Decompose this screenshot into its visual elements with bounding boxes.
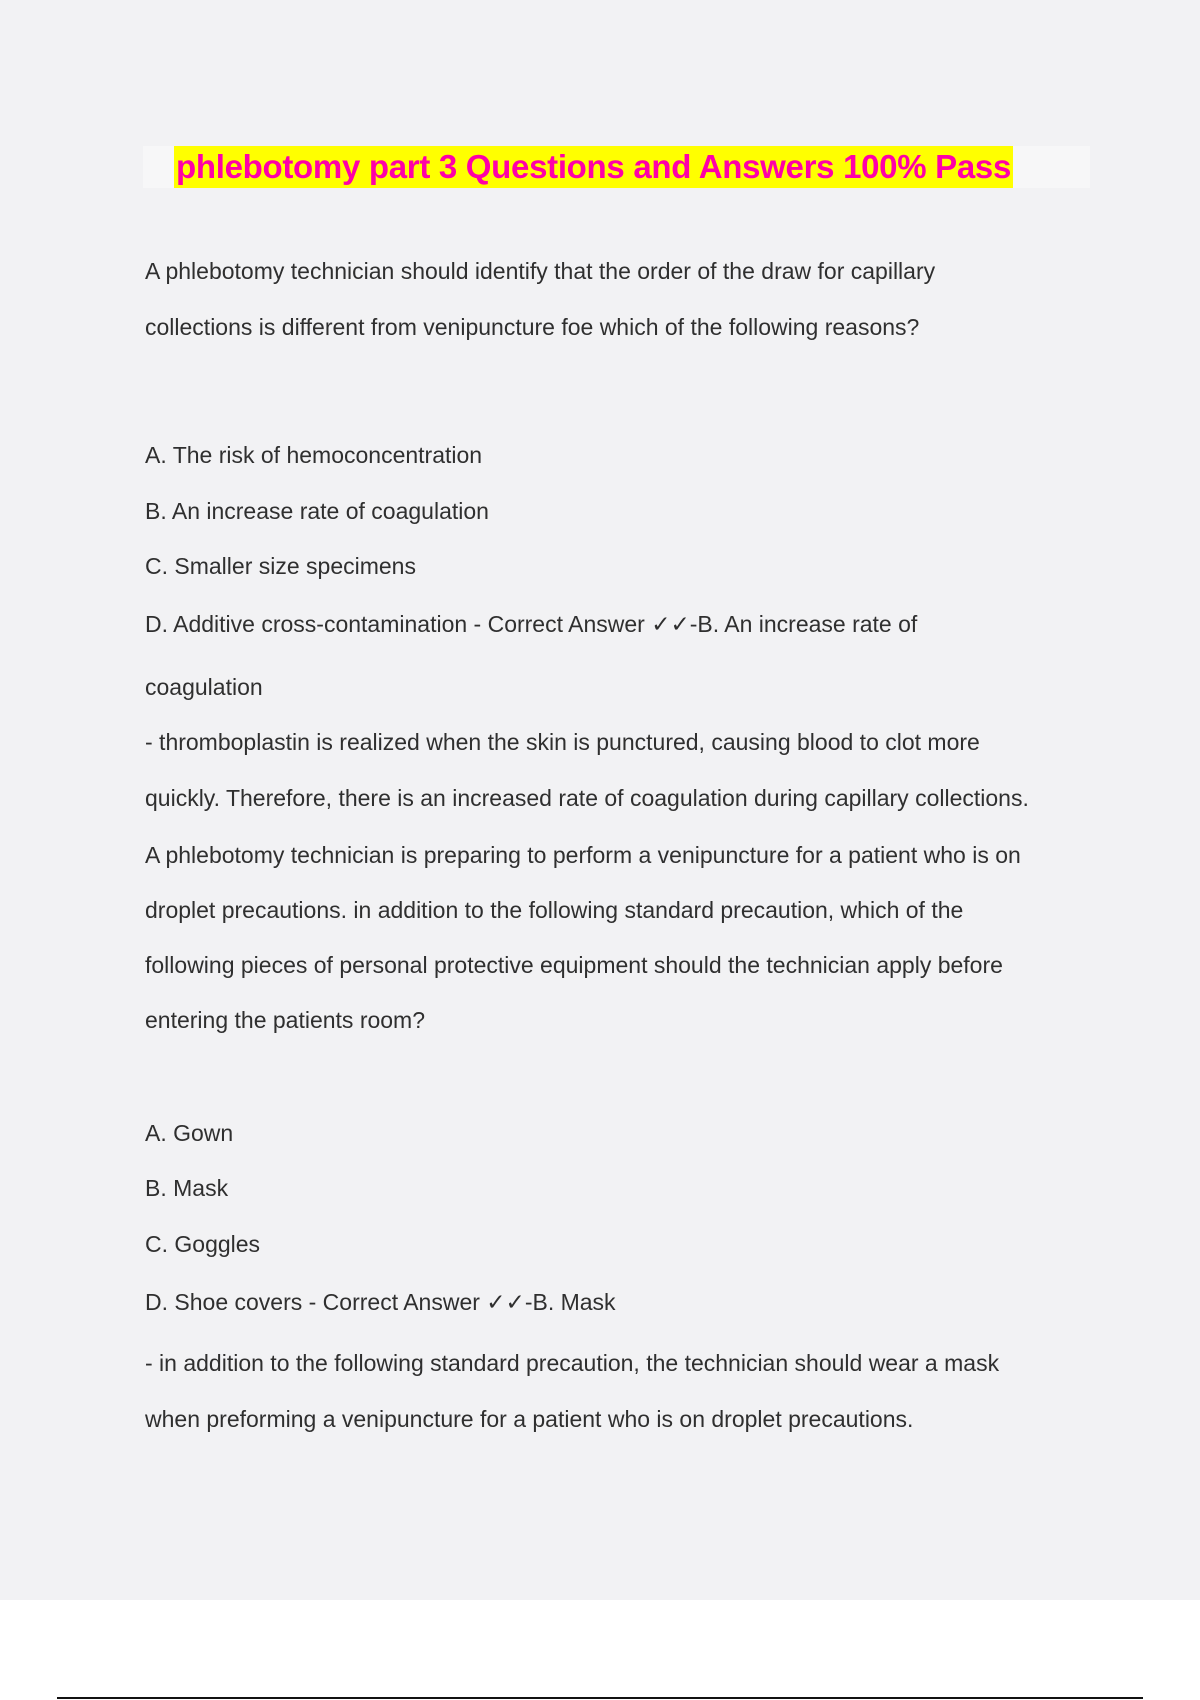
question-1-option-a: A. The risk of hemoconcentration [145,442,483,468]
question-1-line-1: A phlebotomy technician should identify that the order of the draw for capillary [145,258,936,284]
footer-rule [57,1697,1143,1699]
question-2-option-d-answer: D. Shoe covers - Correct Answer ✓✓-B. Mask [145,1289,616,1315]
question-1-answer-cont: coagulation [145,674,263,700]
question-2-line-4: entering the patients room? [145,1007,426,1033]
question-1-option-d-answer: D. Additive cross-contamination - Correct Answer ✓✓-B. An increase rate of [145,611,918,637]
question-2-option-b: B. Mask [145,1175,229,1201]
question-1-option-c: C. Smaller size specimens [145,553,416,579]
question-1-explanation-1: - thromboplastin is realized when the skin is punctured, causing blood to clot more [145,729,980,755]
question-2-line-3: following pieces of personal protective equipment should the technician apply before [145,952,1003,978]
question-1-option-b: B. An increase rate of coagulation [145,498,489,524]
question-2-explanation-2: when preforming a venipuncture for a patient who is on droplet precautions. [145,1406,914,1432]
question-1-line-2: collections is different from venipuncture foe which of the following reasons? [145,314,920,340]
question-1-explanation-2: quickly. Therefore, there is an increased rate of coagulation during capillary collections. [145,785,1029,811]
document-title: phlebotomy part 3 Questions and Answers 100% Pass [174,146,1013,188]
question-2-option-a: A. Gown [145,1120,234,1146]
question-2-explanation-1: - in addition to the following standard precaution, the technician should wear a mask [145,1350,1000,1376]
question-2-line-2: droplet precautions. in addition to the following standard precaution, which of the [145,897,964,923]
question-2-option-c: C. Goggles [145,1231,261,1257]
question-2-line-1: A phlebotomy technician is preparing to perform a venipuncture for a patient who is on [145,842,1021,868]
